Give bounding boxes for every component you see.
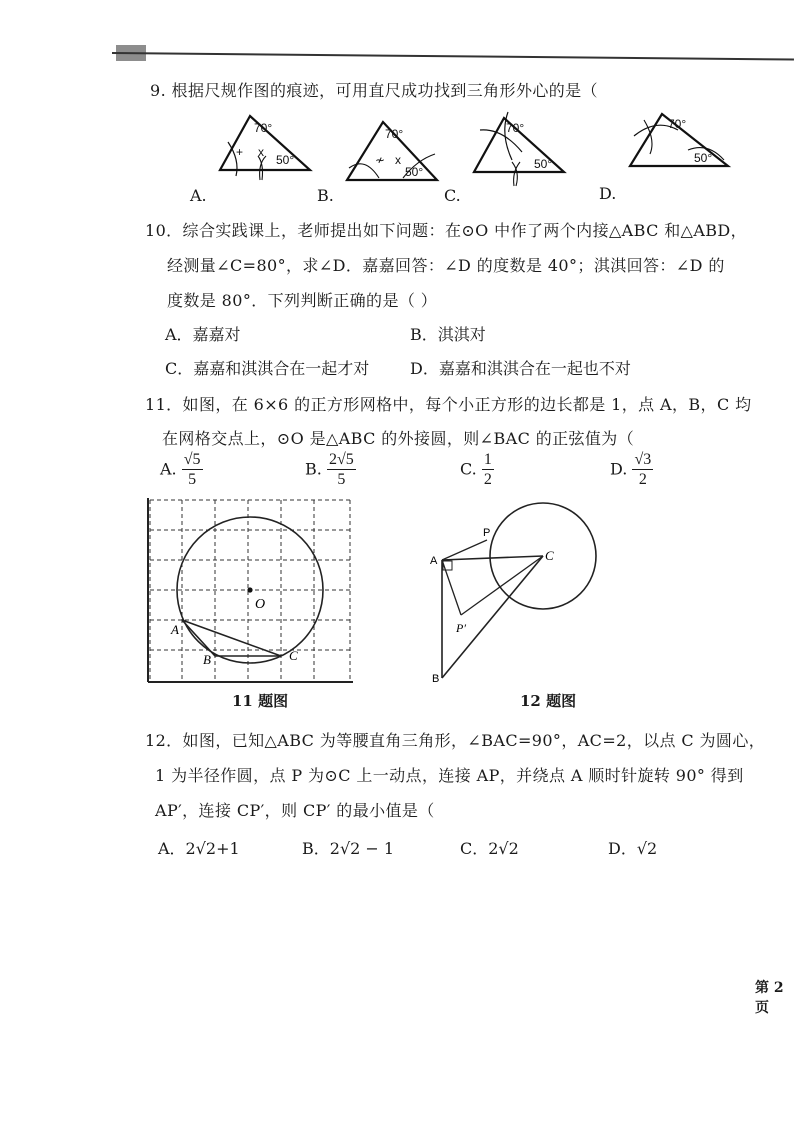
top-rule [112,52,794,61]
q9-d-angle-right: 50° [694,151,713,165]
q12-label-p: P [483,527,491,539]
q11-option-d [610,452,653,488]
q10-line-1: 10．综合实践课上，老师提出如下问题：在⊙O 中作了两个内接△ABC 和△ABD， [145,221,748,240]
q12-label-c: C [545,548,554,563]
q11-option-c [460,452,494,488]
q12-option-c: C．2√2 [460,839,519,858]
q11-option-c-den: 2 [483,471,492,488]
q9-c-angle-right: 50° [534,157,553,171]
q9-b-angle-right: 50° [405,165,424,179]
q11-option-a-num: √5 [183,451,201,468]
q9-figure-b [345,120,445,186]
svg-text:≁: ≁ [375,153,386,167]
q11-line-2: 在网格交点上，⊙O 是△ABC 的外接圆，则∠BAC 的正弦值为（ [162,429,635,448]
q11-option-d-fraction [632,452,653,488]
q10-line-3: 度数是 80°．下列判断正确的是（ ） [167,291,438,310]
svg-text:x: x [395,153,401,167]
q12-label-b: B [432,673,440,685]
q11-option-d-num: √3 [634,451,652,468]
q9-text: 9. 根据尺规作图的痕迹，可用直尺成功找到三角形外心的是（ [150,81,598,100]
q11-option-a-letter: A. [160,459,177,479]
q11-option-b-letter: B. [305,459,322,479]
q9-a-angle-right: 50° [276,153,295,167]
q11-option-c-num: 1 [483,451,492,468]
q11-option-b-num: 2√5 [328,451,354,468]
q9-option-b: B. [317,186,334,205]
q12-option-d: D．√2 [608,839,658,858]
q9-d-angle-top: 70° [668,117,687,131]
q11-label-b: B [203,652,211,667]
q9-option-c: C. [444,186,461,205]
q9-figure-d [628,110,734,172]
q11-triangle-abc [182,620,281,656]
q12-option-a: A．2√2+1 [158,839,240,858]
q11-figure [145,498,355,686]
q11-label-a: A [171,622,179,637]
q11-label-o: O [255,597,266,612]
q10-option-a: A．嘉嘉对 [165,325,241,344]
q11-option-d-letter: D. [610,459,628,479]
q9-figure-a [218,112,318,178]
q11-label-c: C [289,648,298,663]
q11-option-c-fraction [482,452,494,488]
q12-label-p-prime: P′ [456,621,466,635]
q9-figure-c [472,110,572,186]
q9-option-a: A. [190,186,207,205]
q11-figure-caption: 11 题图 [232,692,289,710]
q12-line-1: 12．如图，已知△ABC 为等腰直角三角形，∠BAC=90°，AC=2，以点 C 为圆心， [145,731,766,750]
q11-option-a-den: 5 [188,471,197,488]
q11-option-b-den: 5 [337,471,346,488]
q11-option-b [305,452,356,488]
q12-figure [425,500,610,690]
q10-line-2: 经测量∠C=80°，求∠D．嘉嘉回答：∠D 的度数是 40°；淇淇回答：∠D 的 [167,256,725,275]
page-number: 第 2 页 [755,980,784,1016]
q11-option-a [160,452,203,488]
q9-b-angle-top: 70° [385,127,404,141]
q11-option-b-fraction [327,452,356,488]
q11-option-c-letter: C. [460,459,477,479]
q9-option-d: D. [599,184,617,203]
q12-line-3: AP′，连接 CP′，则 CP′ 的最小值是（ [155,801,435,820]
q11-center-dot [247,587,252,592]
q11-option-d-den: 2 [638,471,647,488]
q10-option-c: C．嘉嘉和淇淇合在一起才对 [165,359,370,378]
q12-label-a: A [430,555,438,567]
q12-figure-caption: 12 题图 [520,692,577,710]
q12-option-b: B．2√2 − 1 [302,839,395,858]
q9-a-angle-top: 70° [254,121,273,135]
svg-text:x: x [258,145,264,159]
q10-option-d: D．嘉嘉和淇淇合在一起也不对 [410,359,631,378]
q10-option-b: B．淇淇对 [410,325,486,344]
svg-text:+: + [236,145,244,159]
q11-option-a-fraction [182,452,203,488]
q9-c-angle-top: 70° [506,121,525,135]
q11-line-1: 11．如图，在 6×6 的正方形网格中，每个小正方形的边长都是 1，点 A，B，C 均 [145,395,752,414]
q12-line-2: 1 为半径作圆，点 P 为⊙C 上一动点，连接 AP，并绕点 A 顺时针旋转 90° 得到 [155,766,744,785]
